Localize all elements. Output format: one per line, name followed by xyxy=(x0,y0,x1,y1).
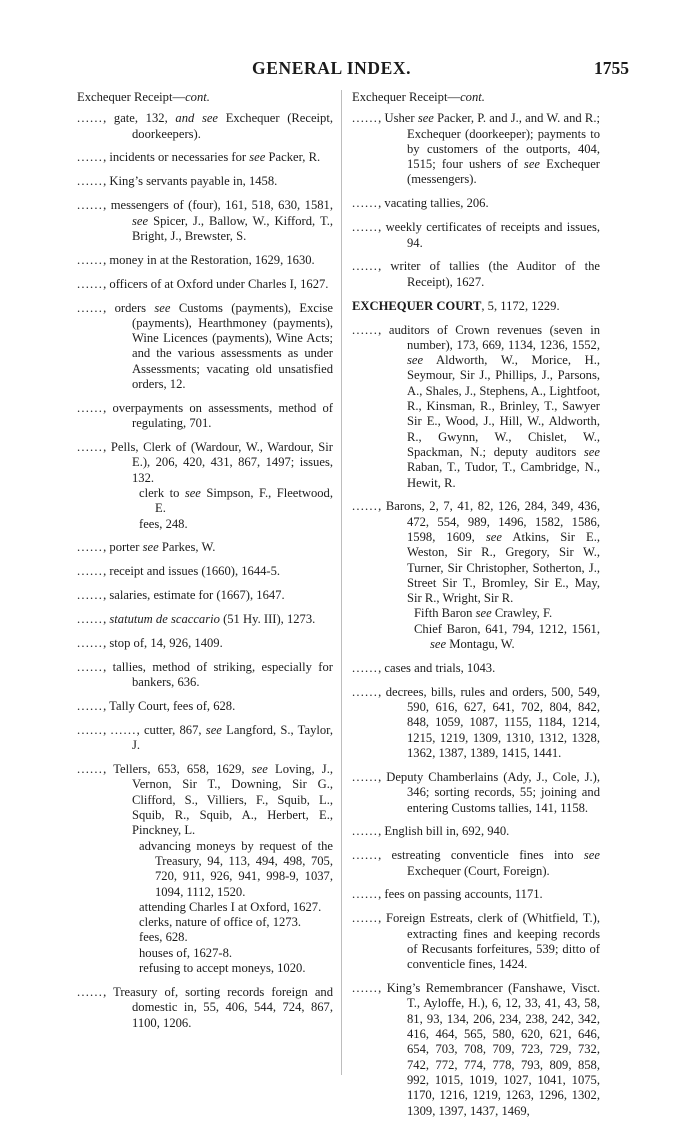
index-subentry: Chief Baron, 641, 794, 1212, 1561, see Montagu, W. xyxy=(414,621,600,652)
index-entry: ......, orders see Customs (payments), Excise (payments), Hearthmoney (payments), Wine Licences (payments), Wine Acts; and the various assessments as under Assessments; vacating old unsatisfied orders, 12. xyxy=(77,300,333,392)
index-entry: ......, Barons, 2, 7, 41, 82, 126, 284, 349, 436, 472, 554, 989, 1496, 1582, 1586, 1598, 1609, see Atkins, Sir E., Weston, Sir R., Gregory, Sir W., Turner, Sir Christopher, Sotherton, J., Street Sir T., Bromley, Sir E., May, Sir R., Wright, Sir R. xyxy=(352,499,600,606)
index-entry: ......, Pells, Clerk of (Wardour, W., Wardour, Sir E.), 206, 420, 431, 867, 1497; issues, 132. xyxy=(77,440,333,485)
column-heading: Exchequer Receipt—cont. xyxy=(77,90,210,104)
index-entry: ......, vacating tallies, 206. xyxy=(352,196,489,211)
index-entry: ......, incidents or necessaries for see Packer, R. xyxy=(77,150,321,165)
index-entry: ......, stop of, 14, 926, 1409. xyxy=(77,636,223,651)
column-heading: Exchequer Receipt—cont. xyxy=(352,90,485,104)
index-entry: ......, tallies, method of striking, especially for bankers, 636. xyxy=(77,659,333,690)
index-entry: ......, overpayments on assessments, method of regulating, 701. xyxy=(77,400,333,431)
page-header xyxy=(0,58,673,84)
index-entry: ......, messengers of (four), 161, 518, 630, 1581, see Spicer, J., Ballow, W., Kifford, T., Bright, J., Brewster, S. xyxy=(77,198,333,243)
index-entry: ......, Deputy Chamberlains (Ady, J., Cole, J.), 346; sorting records, 55; joining and entering Customs tallies, 141, 1158. xyxy=(352,769,600,815)
index-entry: ......, Usher see Packer, P. and J., and W. and R.; Exchequer (doorkeeper); payments to by customers of the outports, 404, 1515; four ushers of see Exchequer (messengers). xyxy=(352,111,601,187)
index-entry: ......, ......, cutter, 867, see Langford, S., Taylor, J. xyxy=(77,723,334,753)
left-column xyxy=(77,90,333,1039)
column-divider xyxy=(341,90,342,1075)
index-subentry: attending Charles I at Oxford, 1627. xyxy=(139,899,322,914)
index-entry: ......, auditors of Crown revenues (seven in number), 173, 669, 1134, 1236, 1552, see Aldworth, W., Morice, H., Seymour, Sir J., Phillips, J., Parsons, A., Shales, J., Stephens, A., Lightfoot, R., Kinsman, R., Brinley, T., Sawyer Sir E., Wood, J., Hill, W., Aldworth, R., Gwynn, W., Chislet, W., Spackman, N.; deputy auditors see Raban, T., Tudor, T., Cambridge, N., Hewit, R. xyxy=(352,322,600,490)
index-entry: ......, Tellers, 653, 658, 1629, see Loving, J., Vernon, Sir T., Downing, Sir G., Clifford, S., Villiers, F., Squib, L., Squib, R., Squib, A., Herbert, E., Pinckney, L. xyxy=(77,762,334,838)
index-entry: ......, statutum de scaccario (51 Hy. III), 1273. xyxy=(77,612,316,627)
index-entry: ......, money in at the Restoration, 1629, 1630. xyxy=(77,252,315,267)
index-entry: ......, Tally Court, fees of, 628. xyxy=(77,699,236,714)
index-entry: ......, King’s servants payable in, 1458. xyxy=(77,174,278,189)
index-entry: ......, cases and trials, 1043. xyxy=(352,660,496,675)
index-entry: ......, gate, 132, and see Exchequer (Receipt, doorkeepers). xyxy=(77,111,333,141)
index-entry: ......, salaries, estimate for (1667), 1647. xyxy=(77,588,285,603)
right-column xyxy=(352,90,600,1127)
index-subentry: Fifth Baron see Crawley, F. xyxy=(414,606,553,621)
running-title: GENERAL INDEX. xyxy=(252,58,412,78)
index-entry: ......, Foreign Estreats, clerk of (Whitfield, T.), extracting fines and keeping records of Recusants forfeitures, 539; ditto of conventicle fines, 1424. xyxy=(352,911,600,972)
index-entry: ......, officers of at Oxford under Charles I, 1627. xyxy=(77,276,329,291)
index-entry: ......, writer of tallies (the Auditor of the Receipt), 1627. xyxy=(352,259,600,289)
index-subentry: advancing moneys by request of the Treasury, 94, 113, 494, 498, 705, 720, 911, 926, 941, 998-9, 1037, 1094, 1112, 1520. xyxy=(139,838,333,899)
index-subentry: refusing to accept moneys, 1020. xyxy=(139,961,306,976)
index-subentry: houses of, 1627-8. xyxy=(139,945,233,960)
index-entry: ......, receipt and issues (1660), 1644-5. xyxy=(77,564,281,579)
index-entry: ......, fees on passing accounts, 1171. xyxy=(352,887,543,902)
index-entry: ......, King’s Remembrancer (Fanshawe, Visct. T., Ayloffe, H.), 6, 12, 33, 41, 43, 58, 81, 93, 134, 206, 234, 238, 242, 342, 416, 464, 565, 580, 620, 621, 646, 654, 703, 708, 709, 723, 729, 732, 742, 772, 774, 778, 793, 809, 858, 992, 1015, 1019, 1027, 1041, 1075, 1170, 1216, 1219, 1263, 1296, 1302, 1309, 1397, 1437, 1469, xyxy=(352,981,600,1118)
index-subentry: clerk to see Simpson, F., Fleetwood, E. xyxy=(139,485,334,516)
page-number: 1755 xyxy=(594,58,629,78)
index-entry: ......, Treasury of, sorting records foreign and domestic in, 55, 406, 544, 724, 867, 1100, 1206. xyxy=(77,984,333,1030)
index-entry: ......, decrees, bills, rules and orders, 500, 549, 590, 616, 627, 641, 702, 804, 842, 848, 1059, 1087, 1155, 1184, 1214, 1215, 1219, 1309, 1310, 1312, 1328, 1362, 1387, 1389, 1415, 1441. xyxy=(352,684,600,761)
index-entry: ......, English bill in, 692, 940. xyxy=(352,824,510,839)
index-main-entry: EXCHEQUER COURT, 5, 1172, 1229. xyxy=(352,298,560,313)
index-entry: ......, porter see Parkes, W. xyxy=(77,540,216,555)
index-entry: ......, weekly certificates of receipts and issues, 94. xyxy=(352,220,600,250)
index-subentry: fees, 628. xyxy=(139,930,188,945)
index-subentry: fees, 248. xyxy=(139,516,188,531)
index-entry: ......, estreating conventicle fines into see Exchequer (Court, Foreign). xyxy=(352,848,600,878)
index-subentry: clerks, nature of office of, 1273. xyxy=(139,915,302,930)
